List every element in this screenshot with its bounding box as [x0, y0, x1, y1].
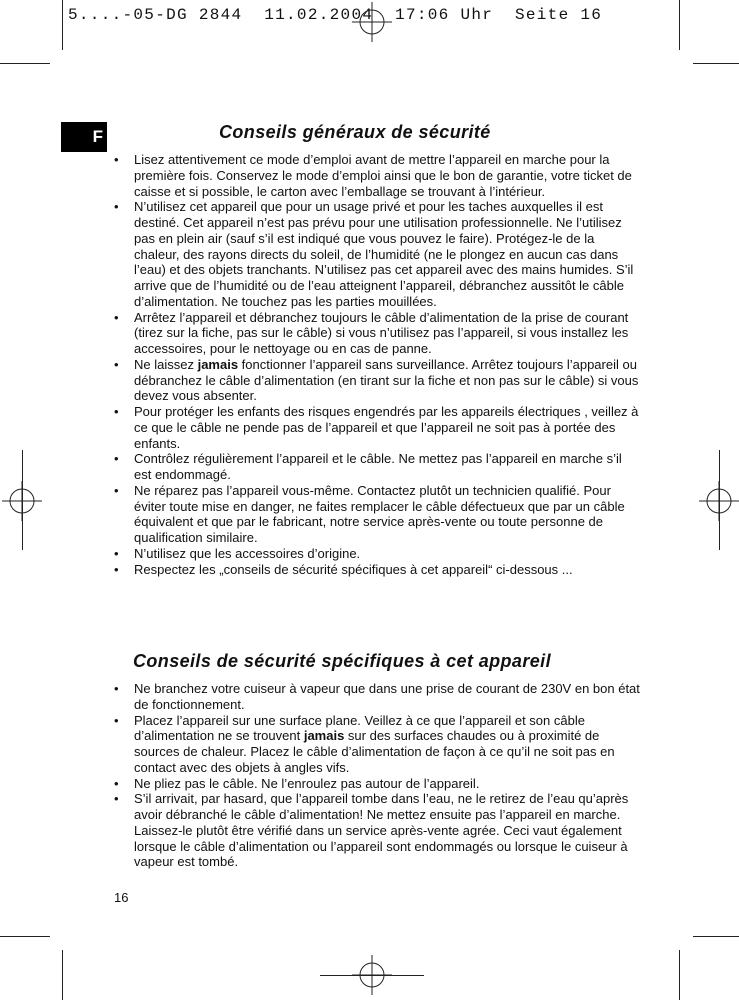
print-slug: 5....-05-DG 2844 11.02.2004 17:06 Uhr Seite 16 — [68, 6, 603, 24]
crop-mark-top-left-h — [0, 63, 50, 64]
registration-line-bottom — [320, 975, 424, 976]
section-title-specific: Conseils de sécurité spécifiques à cet appareil — [133, 651, 551, 671]
emphasis-jamais: jamais — [303, 728, 345, 744]
section-title-general: Conseils généraux de sécurité — [219, 122, 491, 142]
list-item: • Ne pliez pas le câble. Ne l’enroulez pas autour de l’appareil. — [112, 776, 642, 792]
list-item: • Ne réparez pas l’appareil vous-même. Contactez plutôt un technicien qualifié. Pour éviter toute mise en danger, ne faites remplacer le câble défectueux que par un câble équivalent et que par le fabricant, notre service après-vente ou toute personne de qualification similaire. — [112, 483, 642, 546]
registration-mark-top-icon — [352, 2, 392, 42]
list-item: • Arrêtez l’appareil et débranchez toujours le câble d’alimentation de la prise de courant (tirez sur la fiche, pas sur le câble) si vous n’utilisez pas l’appareil, si vous installez les accessoires, pour le nettoyage ou en cas de panne. — [112, 310, 642, 357]
list-item: • Ne branchez votre cuiseur à vapeur que dans une prise de courant de 230V en bon état de fonctionnement. — [112, 681, 642, 713]
list-item: • Ne laissez jamais fonctionner l’appareil sans surveillance. Arrêtez toujours l’appareil ou débranchez le câble d’alimentation (en tirant sur la fiche et non pas sur le câble) si vous devez vous absenter. — [112, 357, 642, 404]
list-item: • N’utilisez cet appareil que pour un usage privé et pour les taches auxquelles il est destiné. Cet appareil n’est pas prévu pour une utilisation professionnelle. Ne l’utilisez pas en plein air (sauf s’il est indiqué que vous pouvez le faire). Protégez-le de la chaleur, des rayons directs du soleil, de l’humidité (ne le plongez en aucun cas dans l’eau) et des objets tranchants. N’utilisez pas cet appareil avec des mains humides. S’il arrive que de l’humidité ou de l’eau atteignent l’appareil, débranchez aussitôt le câble d’alimentation. Ne touchez pas les parties mouillées. — [112, 199, 642, 309]
list-item: • Placez l’appareil sur une surface plane. Veillez à ce que l’appareil et son câble d’alimentation ne se trouvent jamais sur des surfaces chaudes ou à proximité de sources de chaleur. Placez le câble d’alimentation de façon à ce qu’il ne soit pas en contact avec des objets à angles vifs. — [112, 713, 642, 776]
crop-mark-top-left-v — [62, 0, 63, 50]
crop-mark-bottom-right-h — [693, 936, 739, 937]
list-item: • Respectez les „conseils de sécurité spécifiques à cet appareil“ ci-dessous ... — [112, 562, 642, 578]
crop-mark-bottom-right-v — [679, 950, 680, 1000]
list-item: • N’utilisez que les accessoires d’origine. — [112, 546, 642, 562]
page-number: 16 — [114, 890, 129, 905]
list-item: • Pour protéger les enfants des risques engendrés par les appareils électriques , veillez à ce que le câble ne pende pas de l’appareil et que l’appareil ne soit pas à portée des enfants. — [112, 404, 642, 451]
crop-mark-bottom-left-h — [0, 936, 50, 937]
specific-safety-list — [112, 681, 642, 870]
list-item: • Lisez attentivement ce mode d’emploi avant de mettre l’appareil en marche pour la première fois. Conservez le mode d’emploi ainsi que le bon de garantie, votre ticket de caisse et si possible, le carton avec l’emballage se trouvant à l’intérieur. — [112, 152, 642, 199]
crop-mark-top-right-v — [679, 0, 680, 50]
list-item: • S’il arrivait, par hasard, que l’appareil tombe dans l’eau, ne le retirez de l’eau qu’après avoir débranché le câble d’alimentation! Ne mettez ensuite pas l’appareil en marche. Laissez-le plutôt être vérifié dans un service après-vente agrée. Ceci vaut également lorsque le câble d’alimentation ou l’appareil sont endommagés ou lorsque le cuiseur à vapeur est tombé. — [112, 791, 642, 870]
crop-mark-bottom-left-v — [62, 950, 63, 1000]
language-tab: F — [61, 122, 107, 152]
list-item: • Contrôlez régulièrement l’appareil et le câble. Ne mettez pas l’appareil en marche s’il est endommagé. — [112, 451, 642, 483]
general-safety-list — [112, 152, 642, 577]
registration-line-left — [22, 450, 23, 550]
crop-mark-top-right-h — [693, 63, 739, 64]
emphasis-jamais: jamais — [197, 356, 239, 372]
registration-line-right — [719, 450, 720, 550]
